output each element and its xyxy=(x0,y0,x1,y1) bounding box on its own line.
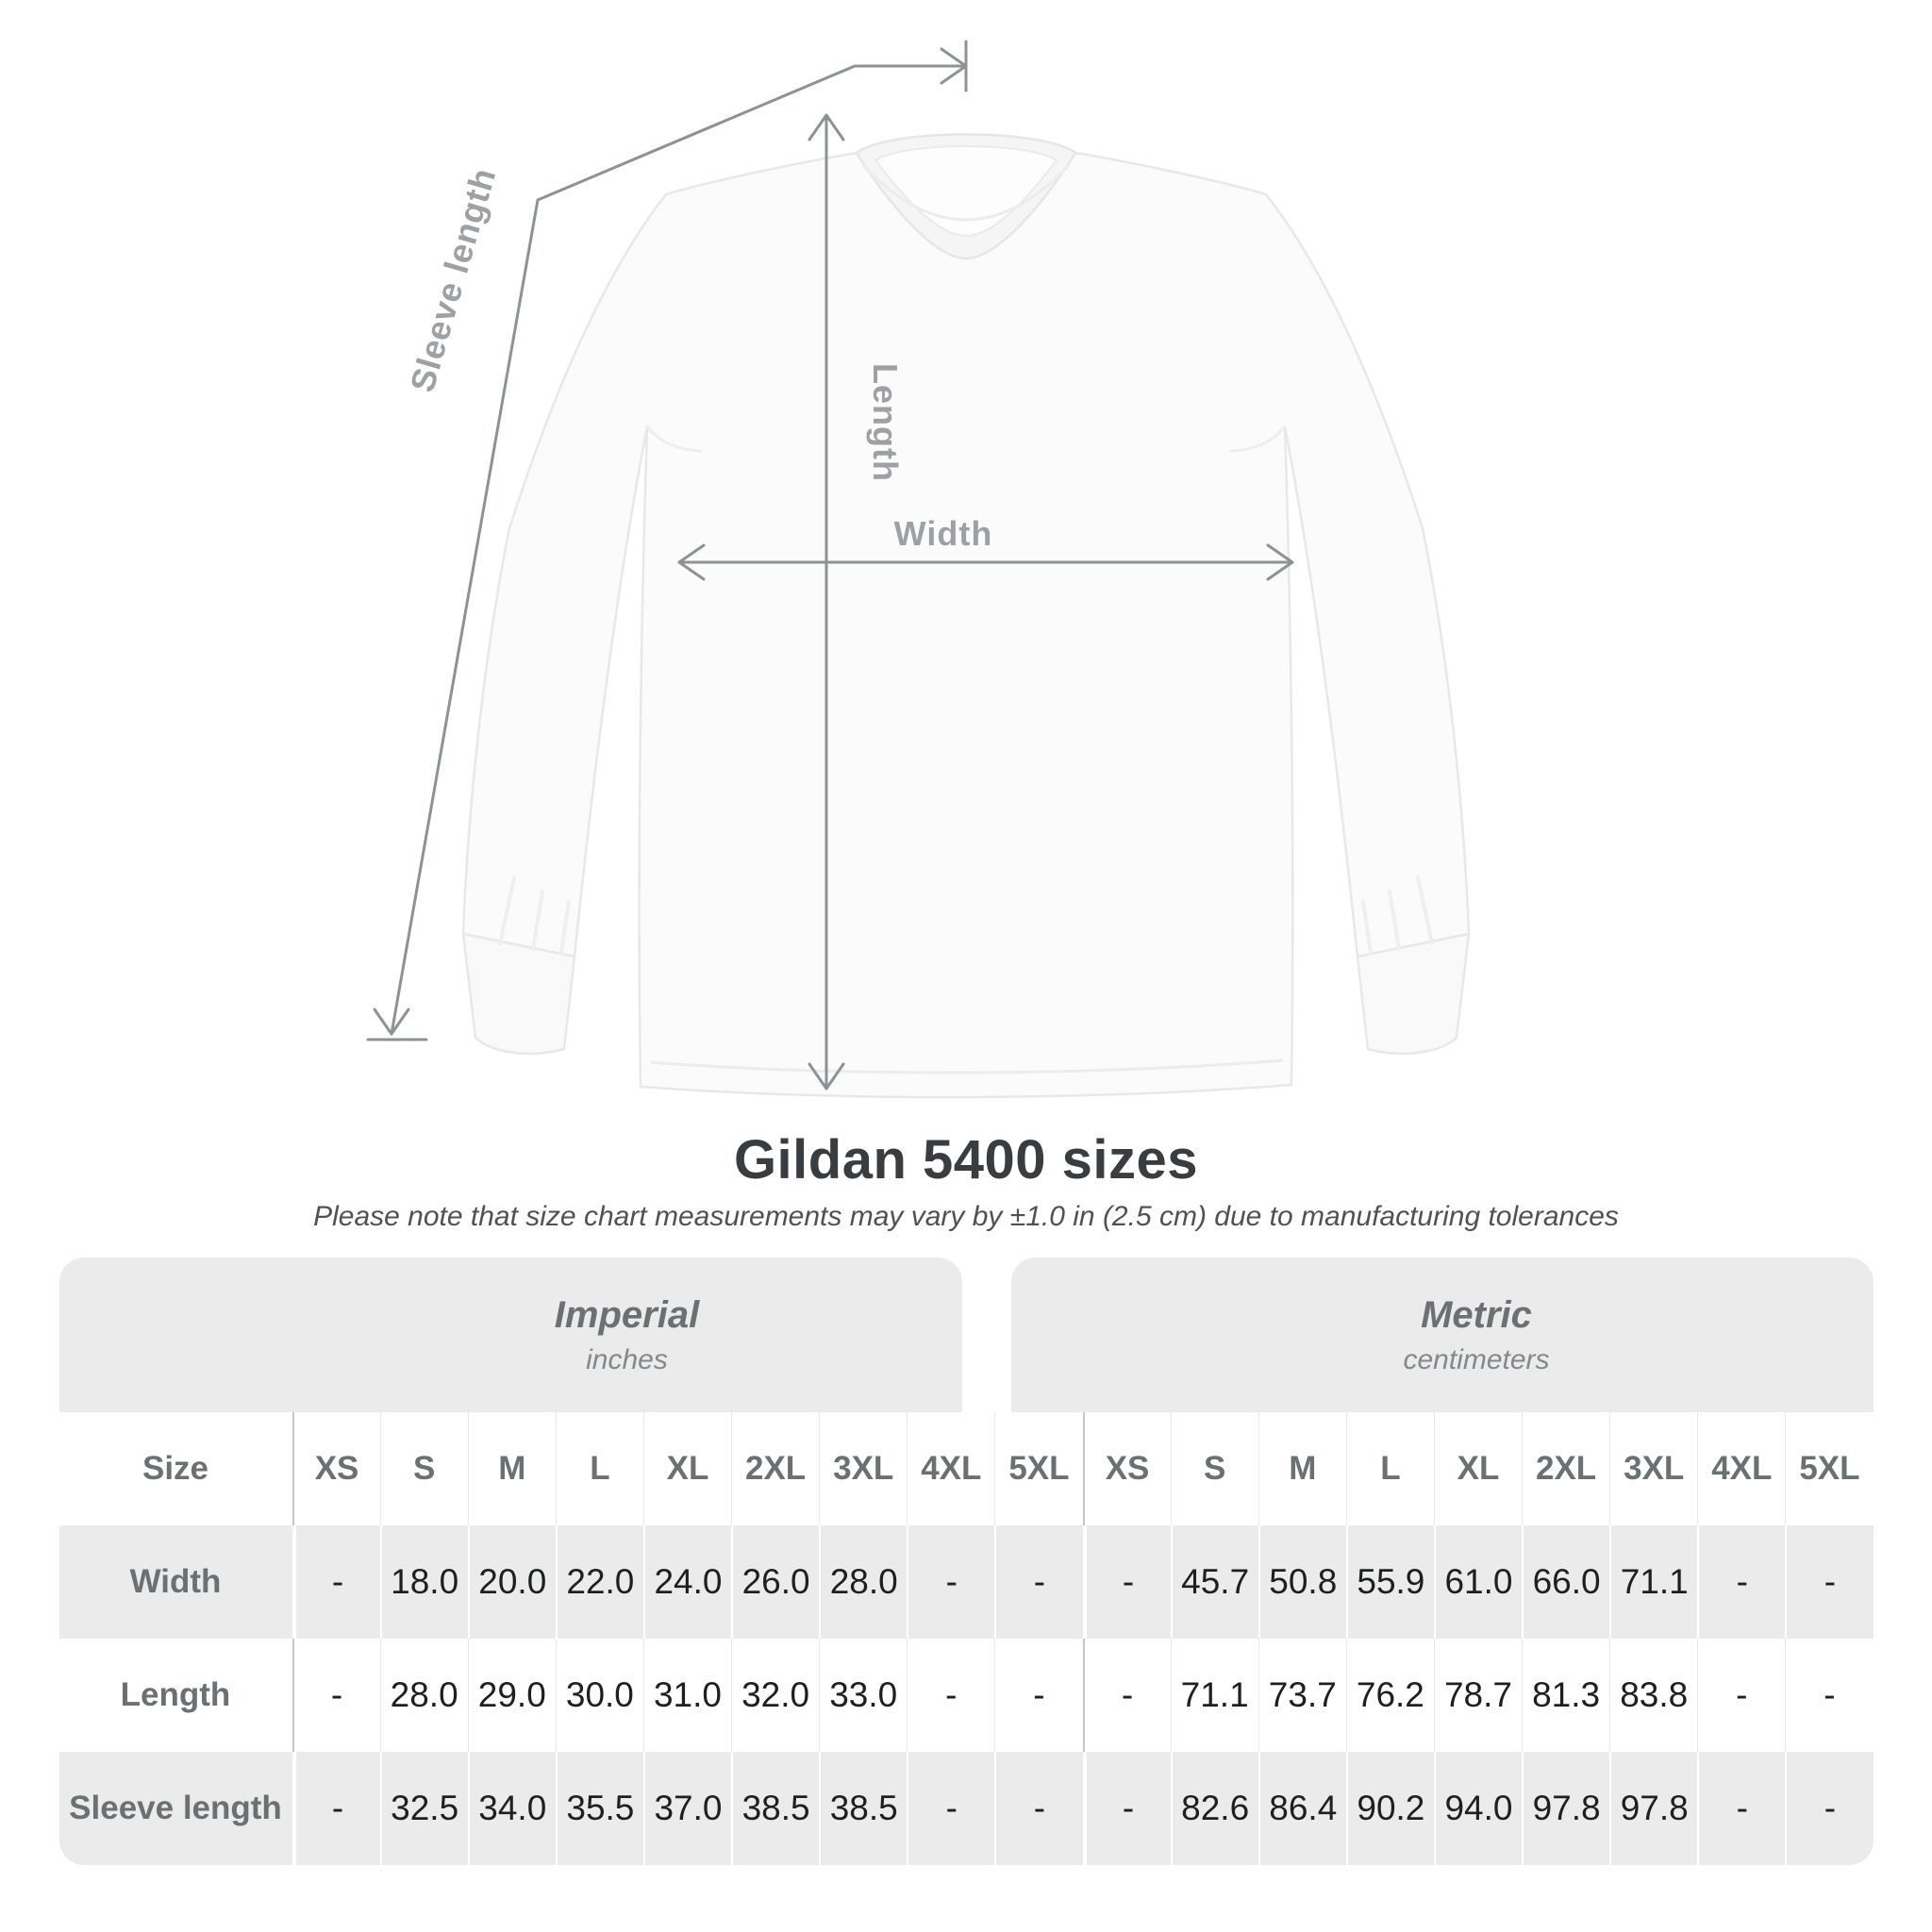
metric-unit-subtitle: centimeters xyxy=(1403,1343,1550,1375)
size-col-header: 5XL xyxy=(994,1412,1082,1525)
cell-value: 78.7 xyxy=(1434,1639,1522,1752)
cell-value: 73.7 xyxy=(1258,1639,1346,1752)
size-header-row xyxy=(59,1412,1874,1525)
length-label: Length xyxy=(866,363,905,482)
row-label: Sleeve length xyxy=(69,1790,282,1826)
size-col-header: L xyxy=(556,1412,643,1525)
imperial-unit-tab xyxy=(59,1257,962,1412)
imperial-unit-title: Imperial xyxy=(554,1293,700,1336)
cell-value: 76.2 xyxy=(1346,1639,1434,1752)
unit-tab-gap xyxy=(962,1257,1011,1412)
size-col-header: 2XL xyxy=(731,1412,819,1525)
cell-value: - xyxy=(1083,1525,1171,1639)
size-chart-table xyxy=(59,1257,1874,1865)
cell-value: 26.0 xyxy=(731,1525,819,1639)
imperial-unit-subtitle: inches xyxy=(586,1343,668,1375)
cell-value: - xyxy=(1697,1752,1785,1865)
metric-unit-tab xyxy=(1011,1257,1874,1412)
metric-unit-title: Metric xyxy=(1421,1293,1532,1336)
size-col-header: M xyxy=(468,1412,556,1525)
cell-value: 18.0 xyxy=(380,1525,468,1639)
cell-value: 34.0 xyxy=(468,1752,556,1865)
cell-value: 38.5 xyxy=(731,1752,819,1865)
cell-value: 45.7 xyxy=(1171,1525,1258,1639)
cell-value: 71.1 xyxy=(1609,1525,1697,1639)
width-label: Width xyxy=(893,514,993,553)
cell-value: - xyxy=(292,1525,380,1639)
cell-value: - xyxy=(907,1752,994,1865)
cell-value: 61.0 xyxy=(1434,1525,1522,1639)
size-col-header: XS xyxy=(1083,1412,1171,1525)
cell-value: 32.5 xyxy=(380,1752,468,1865)
cell-value: 31.0 xyxy=(643,1639,731,1752)
cell-value: 66.0 xyxy=(1522,1525,1609,1639)
size-col-header: 2XL xyxy=(1522,1412,1609,1525)
table-row-length xyxy=(59,1639,1874,1752)
cell-value: 24.0 xyxy=(643,1525,731,1639)
table-row-width xyxy=(59,1525,1874,1639)
cell-value: 20.0 xyxy=(468,1525,556,1639)
cell-value: 55.9 xyxy=(1346,1525,1434,1639)
size-col-header: 3XL xyxy=(1609,1412,1697,1525)
size-col-header: 5XL xyxy=(1785,1412,1873,1525)
cell-value: 28.0 xyxy=(819,1525,907,1639)
cell-value: 94.0 xyxy=(1434,1752,1522,1865)
sleeve-length-label: Sleeve length xyxy=(402,163,504,397)
shirt-body-shape xyxy=(463,135,1469,1098)
size-col-header: M xyxy=(1258,1412,1346,1525)
size-col-header: XL xyxy=(1434,1412,1522,1525)
cell-value: 86.4 xyxy=(1258,1752,1346,1865)
size-header-label: Size xyxy=(142,1450,209,1487)
cell-value: - xyxy=(1785,1639,1873,1752)
size-col-header: S xyxy=(1171,1412,1258,1525)
row-label: Width xyxy=(129,1563,222,1600)
size-col-header: 4XL xyxy=(907,1412,994,1525)
cell-value: - xyxy=(1785,1752,1873,1865)
cell-value: 81.3 xyxy=(1522,1639,1609,1752)
cell-value: 38.5 xyxy=(819,1752,907,1865)
cell-value: - xyxy=(994,1639,1082,1752)
cell-value: - xyxy=(994,1752,1082,1865)
cell-value: - xyxy=(994,1525,1082,1639)
cell-value: 28.0 xyxy=(380,1639,468,1752)
cell-value: 29.0 xyxy=(468,1639,556,1752)
cell-value: 33.0 xyxy=(819,1639,907,1752)
size-col-header: L xyxy=(1346,1412,1434,1525)
cell-value: 22.0 xyxy=(556,1525,643,1639)
cell-value: - xyxy=(907,1639,994,1752)
cell-value: - xyxy=(907,1525,994,1639)
unit-header-band xyxy=(59,1257,1874,1412)
row-label: Length xyxy=(120,1676,231,1713)
size-col-header: 4XL xyxy=(1697,1412,1785,1525)
cell-value: 97.8 xyxy=(1522,1752,1609,1865)
cell-value: 82.6 xyxy=(1171,1752,1258,1865)
size-col-header: XL xyxy=(643,1412,731,1525)
cell-value: 37.0 xyxy=(643,1752,731,1865)
page-title: Gildan 5400 sizes xyxy=(733,1129,1199,1191)
cell-value: - xyxy=(292,1639,380,1752)
cell-value: 32.0 xyxy=(731,1639,819,1752)
table-row-sleeve-length xyxy=(59,1752,1874,1865)
tolerance-note: Please note that size chart measurements may vary by ±1.0 in (2.5 cm) due to manufacturing tolerances xyxy=(313,1201,1619,1232)
size-col-header: 3XL xyxy=(819,1412,907,1525)
cell-value: 97.8 xyxy=(1609,1752,1697,1865)
cell-value: - xyxy=(1083,1752,1171,1865)
size-col-header: S xyxy=(380,1412,468,1525)
cell-value: - xyxy=(1697,1525,1785,1639)
cell-value: - xyxy=(1697,1639,1785,1752)
cell-value: 71.1 xyxy=(1171,1639,1258,1752)
cell-value: - xyxy=(1083,1639,1171,1752)
cell-value: 83.8 xyxy=(1609,1639,1697,1752)
cell-value: 30.0 xyxy=(556,1639,643,1752)
cell-value: - xyxy=(1785,1525,1873,1639)
cell-value: 35.5 xyxy=(556,1752,643,1865)
size-col-header: XS xyxy=(292,1412,380,1525)
cell-value: - xyxy=(292,1752,380,1865)
cell-value: 50.8 xyxy=(1258,1525,1346,1639)
cell-value: 90.2 xyxy=(1346,1752,1434,1865)
